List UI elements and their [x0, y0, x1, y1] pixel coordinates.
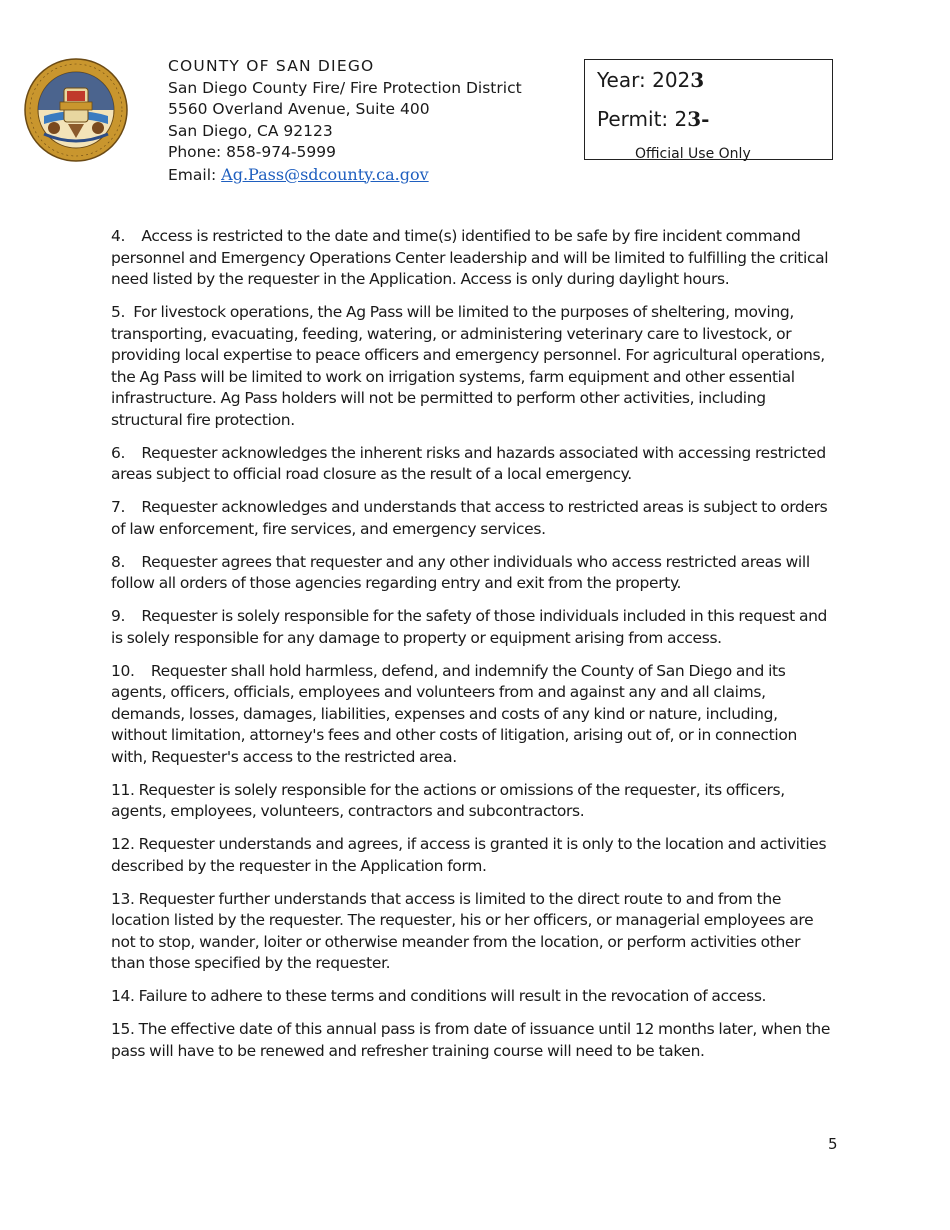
term-paragraph: 11. Requester is solely responsible for the actions or omissions of the requester, its officers, agents, employees, volunteers, contractors and subcontractors.: [111, 780, 785, 820]
county-seal-logo: [24, 58, 128, 162]
term-paragraph: 12. Requester understands and agrees, if access is granted it is only to the location and activities described by the requester in the Application form.: [111, 835, 827, 875]
year-field: Year: 2023: [597, 68, 705, 92]
term-paragraph: 13. Requester further understands that access is limited to the direct route to and from the location listed by the requester. The requester, his or her officers, or managerial employees are not to stop, wander, loiter or otherwise meander from the location, or perform activities other than those specified by the requester.: [111, 889, 814, 972]
agency-header: [168, 56, 522, 186]
term-paragraph: 9. Requester is solely responsible for the safety of those individuals included in this request and is solely responsible for any damage to property or equipment arising from access.: [111, 607, 828, 647]
term-paragraph: 14. Failure to adhere to these terms and conditions will result in the revocation of access.: [111, 987, 767, 1005]
term-paragraph: 8. Requester agrees that requester and any other individuals who access restricted areas will follow all orders of those agencies regarding entry and exit from the property.: [111, 552, 810, 592]
permit-field: Permit: 23-: [597, 107, 710, 131]
term-paragraph: 6. Requester acknowledges the inherent risks and hazards associated with accessing restricted areas subject to official road closure as the result of a local emergency.: [111, 443, 826, 483]
email-line: [168, 164, 522, 187]
terms-conditions: [111, 226, 833, 1074]
email-label: Email:: [168, 165, 217, 184]
term-paragraph: 4. Access is restricted to the date and time(s) identified to be safe by fire incident command personnel and Emergency Operations Center leadership and will be limited to fulfilling the critical need listed by the requester in the Application. Access is only during daylight hours.: [111, 227, 829, 288]
official-use-label: Official Use Only: [635, 146, 751, 162]
department-name: San Diego County Fire/ Fire Protection District: [168, 78, 522, 97]
term-paragraph: 10. Requester shall hold harmless, defend, and indemnify the County of San Diego and its agents, officers, officials, employees and volunteers from and against any and all claims, demands, losses, damages, liabilities, expenses and costs of any kind or nature, including, without limitation, attorney's fees and other costs of litigation, arising out of, or in connection with, Requester's access to the restricted area.: [111, 661, 797, 766]
permit-box: [584, 59, 833, 160]
page-number: 5: [828, 1135, 838, 1153]
county-name: COUNTY OF SAN DIEGO: [168, 57, 375, 75]
address-line-2: San Diego, CA 92123: [168, 121, 333, 140]
email-link[interactable]: Ag.Pass@sdcounty.ca.gov: [221, 164, 429, 184]
address-line-1: 5560 Overland Avenue, Suite 400: [168, 100, 430, 118]
term-paragraph: 5. For livestock operations, the Ag Pass will be limited to the purposes of sheltering, moving, transporting, evacuating, feeding, watering, or administering veterinary care to livestock, or providing local expertise to peace officers and emergency personnel. For agricultural operations, the Ag Pass will be limited to work on irrigation systems, farm equipment and other essential infrastructure. Ag Pass holders will not be permitted to perform other activities, including structural fire protection.: [111, 303, 825, 429]
phone-number: Phone: 858-974-5999: [168, 143, 336, 161]
term-paragraph: 7. Requester acknowledges and understands that access to restricted areas is subject to orders of law enforcement, fire services, and emergency services.: [111, 498, 828, 538]
term-paragraph: 15. The effective date of this annual pass is from date of issuance until 12 months later, when the pass will have to be renewed and refresher training course will need to be taken.: [111, 1020, 831, 1060]
